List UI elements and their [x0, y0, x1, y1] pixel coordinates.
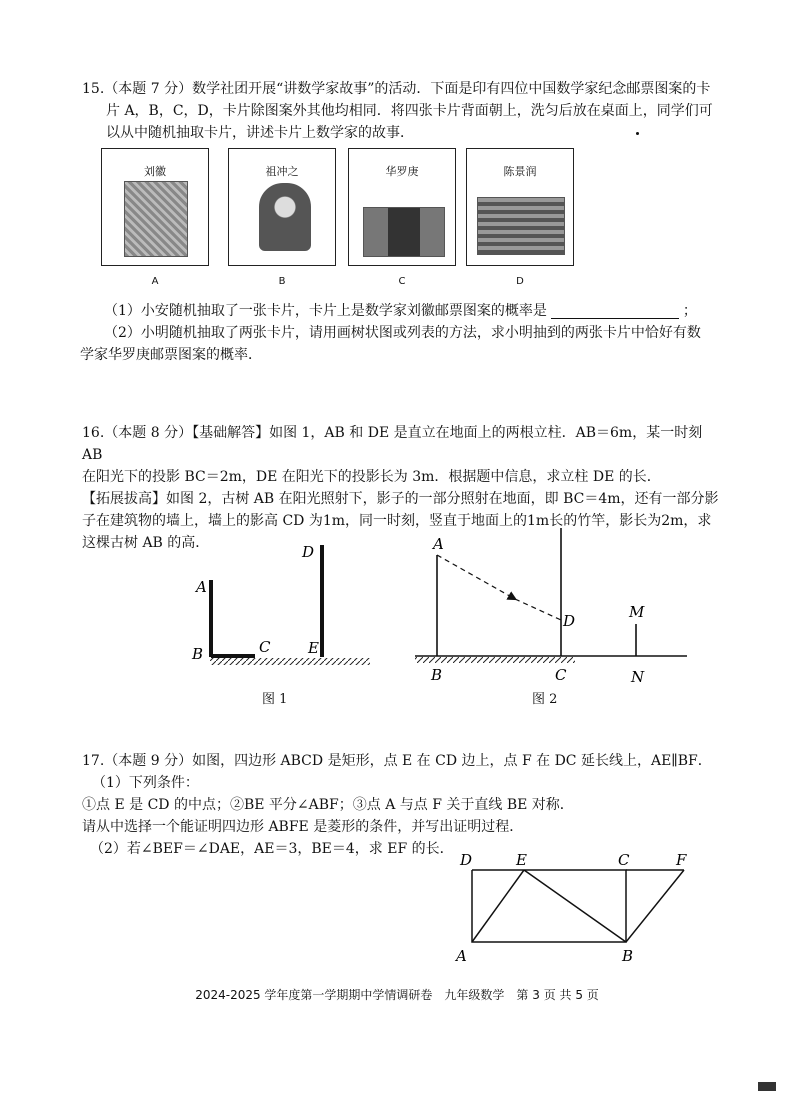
figure-2-caption: 图 2 — [532, 692, 558, 707]
q17-line1: 17.（本题 9 分）如图，四边形 ABCD 是矩形，点 E 在 CD 边上，点 F 在 DC 延长线上，AE∥BF． — [82, 753, 712, 769]
card-a — [101, 148, 209, 266]
label-d: D — [563, 612, 576, 630]
label-c: C — [259, 638, 271, 656]
label-b: B — [192, 645, 204, 663]
segment-bf — [626, 870, 684, 942]
q17-line5: （2）若∠BEF＝∠DAE，AE＝3，BE＝4，求 EF 的长． — [90, 841, 454, 857]
figure-rectangle — [452, 848, 702, 970]
stamp-portrait-icon — [477, 197, 565, 255]
q16-line4: 子在建筑物的墙上，墙上的影高 CD 为1m，同一时刻，竖直于地面上的1m长的竹竿，影长为2m，求 — [82, 513, 712, 529]
card-d — [466, 148, 574, 266]
label-m: M — [629, 603, 645, 621]
label-a: A — [196, 578, 207, 596]
page-footer: 2024-2025 学年度第一学期期中学情调研卷 九年级数学 第 3 页 共 5 页 — [195, 988, 599, 1002]
label-a: A — [433, 535, 444, 553]
label-d: D — [460, 851, 473, 869]
label-b: B — [622, 947, 634, 965]
label-c: C — [555, 666, 567, 684]
ground-hatch — [415, 657, 575, 663]
q17-line3: ①点 E 是 CD 的中点；②BE 平分∠ABF；③点 A 与点 F 关于直线 BE 对称． — [82, 797, 574, 813]
card-a-name: 刘徽 — [144, 165, 166, 178]
label-d: D — [302, 543, 315, 561]
q16-line5: 这棵古树 AB 的高． — [82, 535, 210, 551]
q15-line2: 片 A，B，C，D，卡片除图案外其他均相同．将四张卡片背面朝上，洗匀后放在桌面上，同学们可 — [106, 103, 713, 119]
card-b-name: 祖冲之 — [265, 165, 299, 178]
question-15-parts — [80, 300, 704, 366]
label-n: N — [631, 668, 645, 686]
segment-be — [524, 870, 626, 942]
card-d-label: D — [516, 276, 524, 287]
figure-2 — [405, 525, 695, 690]
figure-1-caption: 图 1 — [262, 692, 288, 707]
card-d-name: 陈景润 — [503, 165, 537, 178]
label-c: C — [618, 851, 630, 869]
q17-line2: （1）下列条件： — [92, 775, 199, 791]
card-c — [348, 148, 456, 266]
figure-1 — [180, 535, 380, 675]
qr-code-icon — [758, 1082, 776, 1091]
card-c-name: 华罗庚 — [385, 165, 419, 178]
answer-blank[interactable] — [551, 304, 679, 319]
label-e: E — [308, 639, 319, 657]
rectangle-abcd — [472, 870, 626, 942]
card-b-label: B — [278, 276, 286, 287]
question-17 — [82, 750, 722, 860]
q16-line2: 在阳光下的投影 BC＝2m，DE 在阳光下的投影长为 3m．根据题中信息，求立柱 DE 的长． — [82, 469, 661, 485]
card-b — [228, 148, 336, 266]
label-a: A — [456, 947, 467, 965]
q16-line1: 16.（本题 8 分）【基础解答】如图 1，AB 和 DE 是直立在地面上的两根立柱．AB＝6m，某一时刻 AB — [82, 425, 703, 463]
stray-mark — [636, 132, 639, 135]
q16-line3: 【拓展拔高】如图 2，古树 AB 在阳光照射下，影子的一部分照射在地面，即 BC＝4m，还有一部分影 — [82, 491, 719, 507]
question-15 — [82, 78, 722, 144]
label-b: B — [431, 666, 443, 684]
stamp-portrait-icon — [124, 181, 188, 257]
sun-ray — [437, 555, 515, 599]
stamp-portrait-icon — [363, 207, 445, 257]
q15-line3: 以从中随机抽取卡片，讲述卡片上数学家的故事． — [106, 125, 414, 141]
stamp-portrait-icon — [259, 183, 311, 251]
ground-hatch — [210, 658, 370, 665]
label-f: F — [676, 851, 687, 869]
q15-part1-end: ； — [682, 303, 697, 319]
q15-part2-line1: （2）小明随机抽取了两张卡片，请用画树状图或列表的方法，求小明抽到的两张卡片中恰好有数 — [104, 325, 701, 341]
card-a-label: A — [151, 276, 159, 287]
q15-part2-line2: 学家华罗庚邮票图案的概率． — [80, 347, 262, 363]
label-e: E — [516, 851, 527, 869]
card-c-label: C — [398, 276, 406, 287]
q15-part1-text: （1）小安随机抽取了一张卡片，卡片上是数学家刘徽邮票图案的概率是 — [104, 303, 547, 319]
q15-line1: 15.（本题 7 分）数学社团开展“讲数学家故事”的活动．下面是印有四位中国数学家纪念邮票图案的卡 — [82, 81, 711, 97]
stamp-cards — [101, 148, 581, 293]
segment-ae — [472, 870, 524, 942]
q15-part1 — [104, 300, 704, 322]
sun-ray-continued — [515, 599, 561, 620]
q17-line4: 请从中选择一个能证明四边形 ABFE 是菱形的条件，并写出证明过程． — [82, 819, 524, 835]
